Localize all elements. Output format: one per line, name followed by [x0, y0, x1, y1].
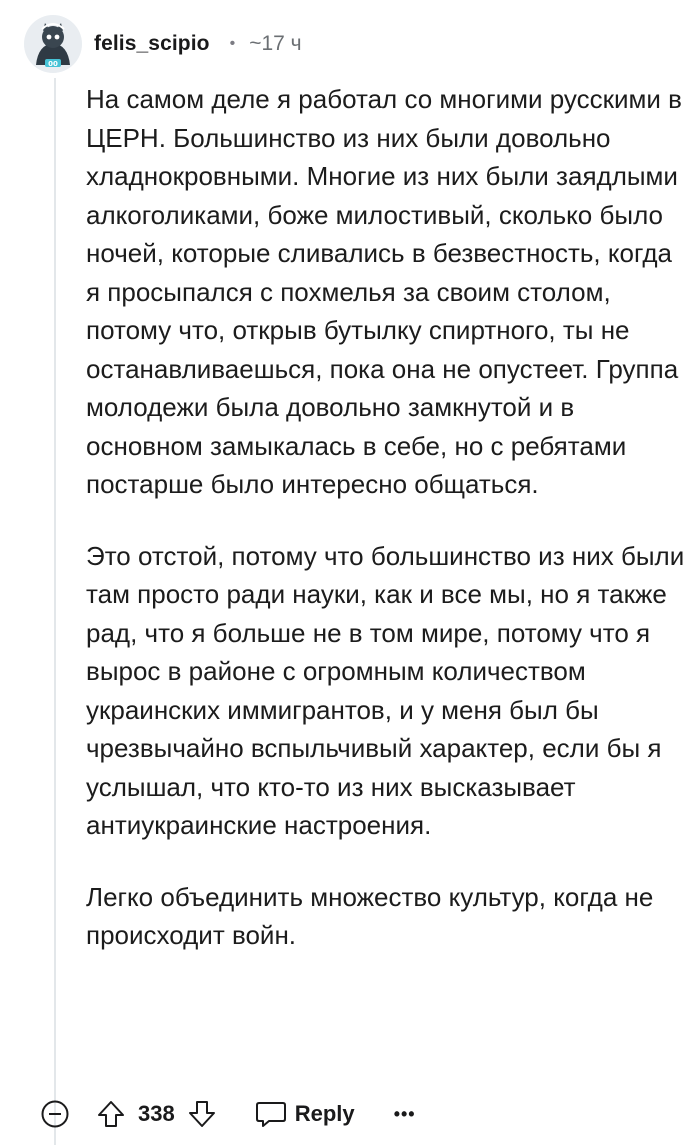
- username-link[interactable]: felis_scipio: [94, 32, 210, 55]
- upvote-button[interactable]: [94, 1097, 128, 1131]
- more-options-button[interactable]: [385, 1097, 425, 1131]
- thread-line[interactable]: [54, 78, 56, 1145]
- comment-body: [86, 80, 686, 988]
- comment-paragraph: Это отстой, потому что большинство из них были там просто ради науки, как и все мы, но я также рад, что я больше не в том мире, потому что я вырос в районе с огромным количеством украинских иммигрантов, и у меня был бы чрезвычайно вспыльчивый характер, если бы я услышал, что кто-то из них высказывает антиукраинские настроения.: [86, 540, 685, 840]
- action-bar: [38, 1092, 425, 1136]
- reply-button[interactable]: [255, 1099, 355, 1129]
- reply-label: Reply: [294, 1101, 355, 1126]
- collapse-minus-icon: [40, 1099, 70, 1129]
- comment-header: [24, 12, 302, 76]
- upvote-arrow-icon: [96, 1099, 126, 1129]
- collapse-button[interactable]: [38, 1097, 72, 1131]
- timestamp: ~17 ч: [249, 32, 302, 55]
- comment-paragraph: На самом деле я работал со многими русскими в ЦЕРН. Большинство из них были довольно хладнокровными. Многие из них были заядлыми алкоголиками, боже милостивый, сколько было ночей, которые сливались в безвестность, когда я просыпался с похмелья за своим столом, потому что, открыв бутылку спиртного, ты не останавливаешься, пока она не опустеет. Группа молодежи была довольно замкнутой и в основном замыкалась в себе, но с ребятами постарше было интересно общаться.: [86, 84, 682, 499]
- comment-paragraph: Легко объединить множество культур, когда не происходит войн.: [86, 881, 654, 950]
- downvote-arrow-icon: [187, 1099, 217, 1129]
- svg-text:00: 00: [48, 60, 58, 68]
- meta-separator: •: [229, 35, 236, 52]
- avatar[interactable]: [24, 15, 82, 73]
- speech-bubble-icon: [255, 1099, 287, 1129]
- vote-score: 338: [138, 1101, 175, 1126]
- downvote-button[interactable]: [185, 1097, 219, 1131]
- more-options-icon: •••: [393, 1103, 416, 1124]
